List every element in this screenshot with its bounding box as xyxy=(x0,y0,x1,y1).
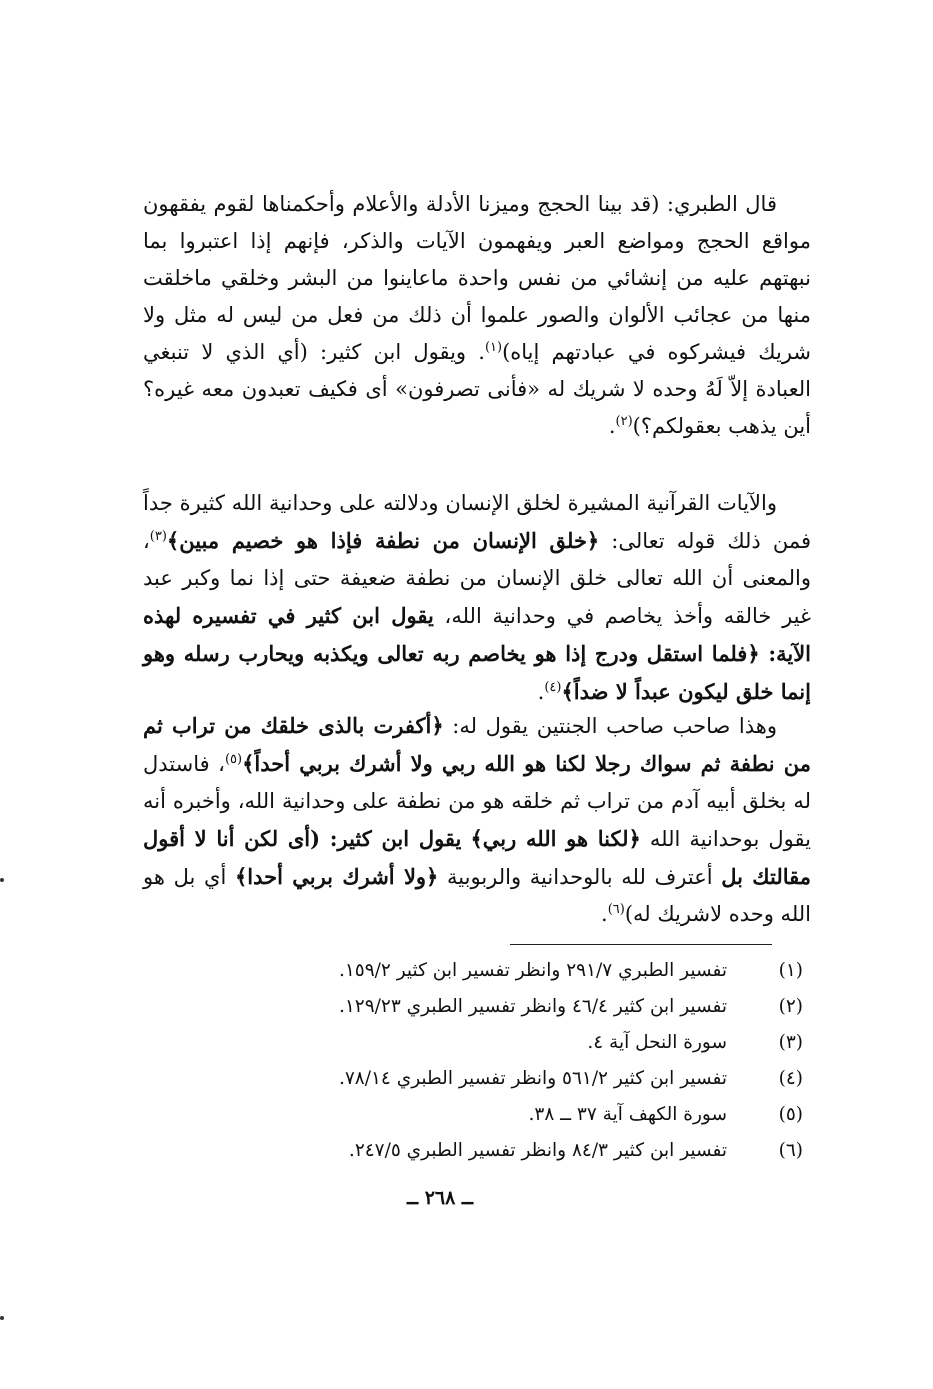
paragraph-2-text xyxy=(143,485,811,711)
paragraph-3-part-2: ، فاستدل له بخلق أبيه آدم من تراب ثم خلقه هو من نطفة على وحدانية الله، وأخبره أنه يقول بوحدانية الله xyxy=(143,752,811,851)
paragraph-3-text xyxy=(143,707,811,933)
footnote-ref-2: (٢) xyxy=(615,414,633,429)
quran-quote-2: ﴿أكفرت بالذى خلقك من تراب ثم من نطفة ثم سواك رجلا لكنا هو الله ربي ولا أشرك بربي أحداً﴾ xyxy=(143,713,811,776)
ibn-kathir-quote-2: يقول ابن كثير: (أى لكن أنا لا أقول مقالتك بل xyxy=(143,826,812,889)
quran-quote-1: ﴿خلق الإنسان من نطفة فإذا هو خصيم مبين﴾ xyxy=(166,528,600,553)
footnote-ref-6: (٦) xyxy=(607,902,625,917)
paragraph-2-part-2: ، والمعنى أن الله تعالى خلق الإنسان من نطفة ضعيفة حتى إذا نما وكبر عبد غير خالقه وأخذ يخاصم في وحدانية الله، xyxy=(143,529,811,628)
footnote-ref-4: (٤) xyxy=(544,680,562,695)
footnotes xyxy=(163,960,803,1176)
scan-speck xyxy=(0,878,4,882)
quran-quote-3: ﴿لكنا هو الله ربي﴾ xyxy=(470,826,641,851)
paragraph-1-part-1: قال الطبري: (قد بينا الحجج وميزنا الأدلة والأعلام وأحكمناها لقوم يفقهون مواقع الحجج ومواضع العبر ويفهمون الآيات والذكر، فإنهم إذا اعتبروا بما نبهتهم عليه من إنشائي من نفس واحدة ماعاينوا من البشر وخلقي ماخلقت منها من عجائب الألوان والصور علموا أن ذلك من فعل من ليس له مثل ولا شريك فيشركوه في عبادتهم إياه) xyxy=(143,192,811,364)
footnote-item xyxy=(163,1068,803,1104)
scan-speck xyxy=(0,1316,4,1320)
paragraph-3-part-6: . xyxy=(601,902,608,926)
footnote-number: (٦) xyxy=(778,1140,803,1161)
footnote-text: تفسير ابن كثير ٨٤/٣ وانظر تفسير الطبري ٢٤٧/٥. xyxy=(348,1140,727,1161)
footnote-text: سورة الكهف آية ٣٧ ــ ٣٨. xyxy=(528,1104,727,1125)
footnote-item xyxy=(163,960,803,996)
footnote-item xyxy=(163,1032,803,1068)
paragraph-2 xyxy=(143,485,811,711)
footnote-ref-1: (١) xyxy=(484,340,503,355)
footnote-number: (١) xyxy=(778,960,803,981)
footnote-separator xyxy=(510,944,772,945)
footnote-item xyxy=(163,996,803,1032)
paragraph-1 xyxy=(143,186,811,445)
paragraph-1-text xyxy=(143,186,811,445)
ibn-kathir-quote-1: يقول ابن كثير في تفسيره لهذه الآية: ﴿فلما استقل ودرج إذا هو يخاصم ربه تعالى ويكذبه ويحارب رسله وهو إنما خلق ليكون عبداً لا ضداً﴾ xyxy=(143,603,811,704)
paragraph-3 xyxy=(143,707,811,933)
footnote-ref-3: (٣) xyxy=(149,529,167,544)
footnote-number: (٣) xyxy=(778,1032,803,1053)
footnote-number: (٤) xyxy=(778,1068,803,1089)
footnote-text: تفسير ابن كثير ٤٦/٤ وانظر تفسير الطبري ١٢٩/٢٣. xyxy=(338,996,727,1017)
paragraph-2-part-3: . xyxy=(537,680,545,704)
footnote-ref-5: (٥) xyxy=(224,752,243,767)
quran-quote-4: ﴿ولا أشرك بربي أحدا﴾ xyxy=(234,864,439,889)
footnote-number: (٥) xyxy=(778,1104,803,1125)
paragraph-1-part-3: . xyxy=(608,414,616,438)
footnote-number: (٢) xyxy=(778,996,803,1017)
footnote-item xyxy=(163,1104,803,1140)
paragraph-2-part-1: والآيات القرآنية المشيرة لخلق الإنسان ودلالته على وحدانية الله كثيرة جداً فمن ذلك قوله تعالى: xyxy=(143,491,811,553)
footnote-text: تفسير ابن كثير ٥٦١/٢ وانظر تفسير الطبري ٧٨/١٤. xyxy=(338,1068,727,1089)
footnote-text: تفسير الطبري ٢٩١/٧ وانظر تفسير ابن كثير ١٥٩/٢. xyxy=(338,960,727,981)
footnote-item xyxy=(163,1140,803,1176)
paragraph-3-part-1: وهذا صاحب صاحب الجنتين يقول له: xyxy=(443,714,777,738)
footnote-text: سورة النحل آية ٤. xyxy=(587,1032,727,1053)
page-number: ــ ٢٦٨ ــ xyxy=(406,1187,474,1209)
paragraph-1-part-2: . ويقول ابن كثير: (أي الذي لا تنبغي العبادة إلاّ لَهُ وحده لا شريك له «فأنى تصرفون» أى فكيف تعبدون معه غيره؟ أين يذهب بعقولكم؟) xyxy=(143,340,811,438)
paragraph-3-part-4: أعترف لله بالوحدانية والربوبية xyxy=(438,865,722,889)
paragraph-3-part-5: أي بل هو الله وحده لاشريك له) xyxy=(143,865,811,926)
